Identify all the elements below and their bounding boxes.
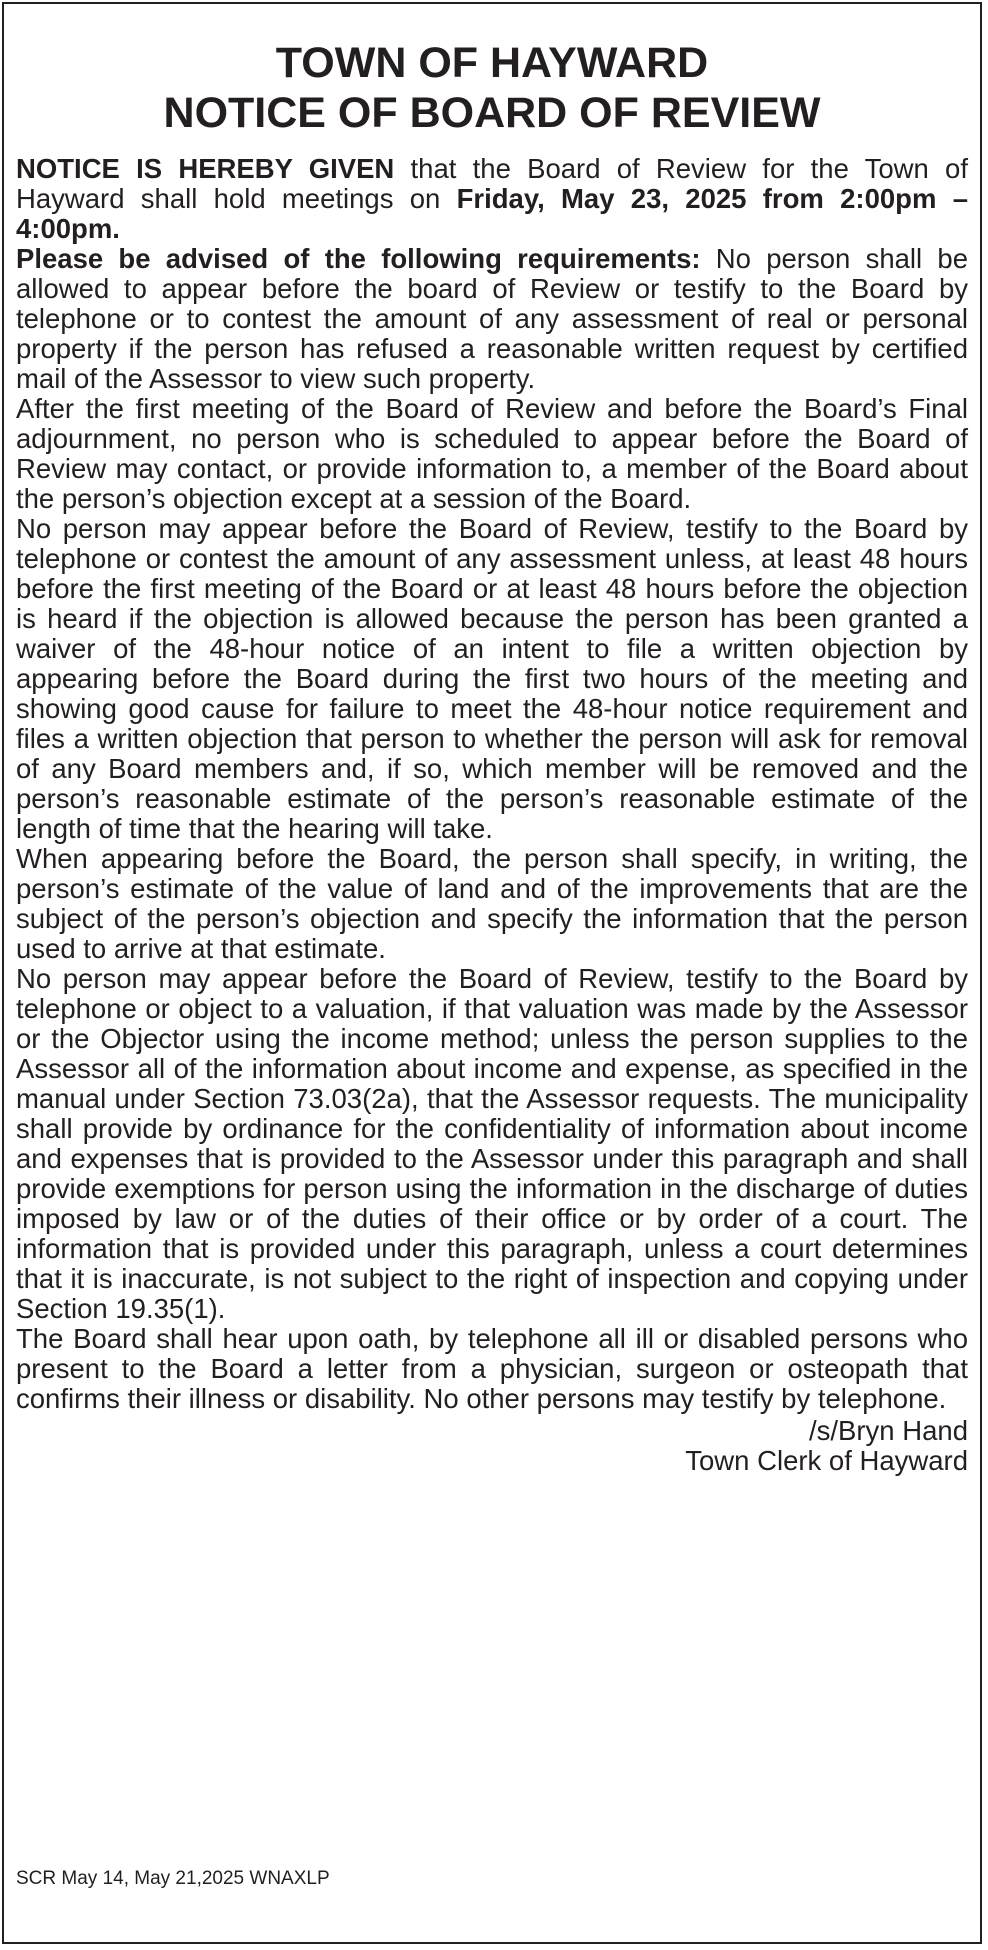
meeting-date: Friday, May 23, 2025 from 2:00pm – 4:00pm. [16,183,968,244]
paragraph-telephone-rule: The Board shall hear upon oath, by telephone all ill or disabled persons who present to the Board a letter from a physician, surgeon or osteopath that confirms their illness or disability. No other persons may testify by telephone. [16,1323,968,1414]
intro-lead: NOTICE IS HEREBY GIVEN [16,153,395,184]
title-line-2: NOTICE OF BOARD OF REVIEW [163,89,821,137]
notice-body [16,154,968,1476]
intro-paragraph [16,154,968,244]
paragraph-contact-rule: After the first meeting of the Board of Review and before the Board’s Final adjournment, no person who is scheduled to appear before the Board of Review may contact, or provide information to, a member of the Board about the person’s objection except at a session of the Board. [16,393,968,514]
signature-block [16,1416,968,1476]
legal-notice [2,2,982,1944]
paragraph-estimate-rule: When appearing before the Board, the person shall specify, in writing, the person’s estimate of the value of land and of the improvements that are the subject of the person’s objection and specify the information that the person used to arrive at that estimate. [16,843,968,964]
paragraph-48-hour-rule: No person may appear before the Board of Review, testify to the Board by telephone or contest the amount of any assessment unless, at least 48 hours before the first meeting of the Board or at least 48 hours before the objection is heard if the objection is allowed because the person has been granted a waiver of the 48-hour notice of an intent to file a written objection by appearing before the Board during the first two hours of the meeting and showing good cause for failure to meet the 48-hour notice requirement and files a written objection that person to whether the person will ask for removal of any Board members and, if so, which member will be removed and the person’s reasonable estimate of the person’s reasonable estimate of the length of time that the hearing will take. [16,513,968,844]
title-line-1: TOWN OF HAYWARD [275,39,709,87]
signature-name: /s/Bryn Hand [809,1415,968,1446]
requirements-lead: Please be advised of the following requirements: [16,243,701,274]
paragraph-income-method-rule: No person may appear before the Board of Review, testify to the Board by telephone or object to a valuation, if that valuation was made by the Assessor or the Objector using the income method; unless the person supplies to the Assessor all of the information about income and expense, as specified in the manual under Section 73.03(2a), that the Assessor requests. The municipality shall provide by ordinance for the confidentiality of information about income and expenses that is provided to the Assessor under this paragraph and shall provide exemptions for person using the information in the discharge of duties imposed by law or of the duties of their office or by order of a court. The information that is provided under this paragraph, unless a court determines that it is inaccurate, is not subject to the right of inspection and copying under Section 19.35(1). [16,963,968,1324]
signature-role: Town Clerk of Hayward [685,1445,968,1476]
notice-title [4,38,980,138]
requirements-paragraph [16,244,968,394]
requirements-text: No person shall be allowed to appear before the board of Review or testify to the Board by telephone or to contest the amount of any assessment of real or personal property if the person has refused a reasonable written request by certified mail of the Assessor to view such property. [16,243,968,394]
intro-text: that the Board of Review for the Town of Hayward shall hold meetings on [16,153,968,214]
publication-footer: SCR May 14, May 21,2025 WNAXLP [16,1868,330,1889]
